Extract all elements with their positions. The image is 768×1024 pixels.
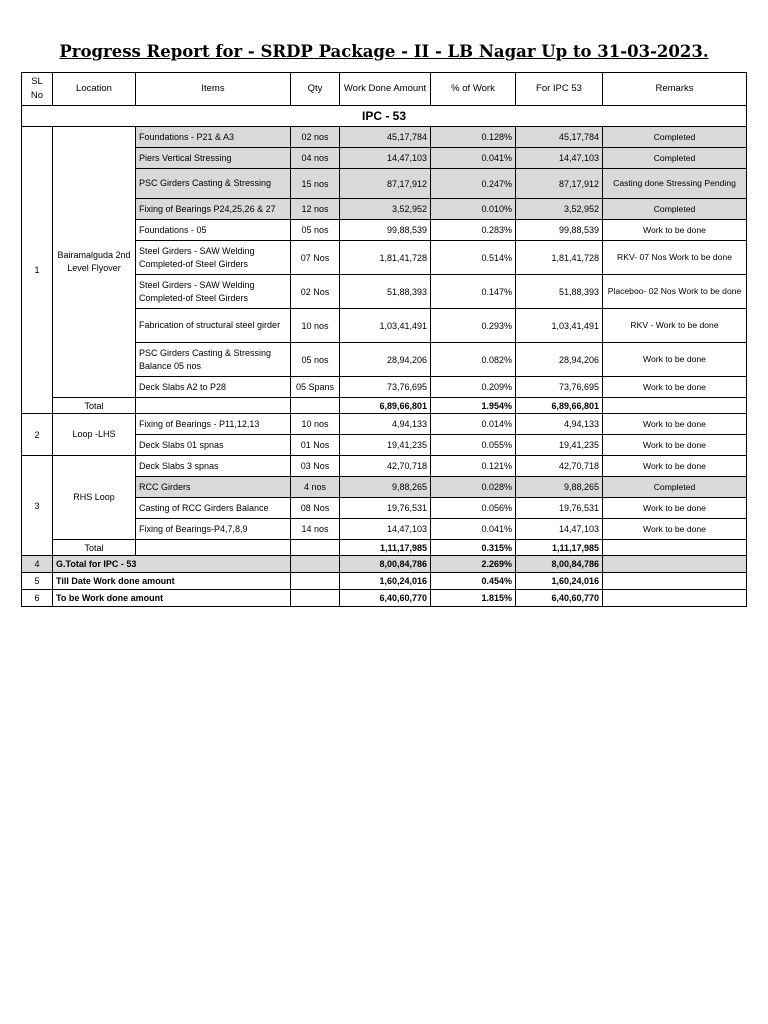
total-amount: 6,89,66,801	[340, 398, 431, 414]
table-row	[22, 456, 747, 477]
summary-sl-no: 5	[22, 573, 53, 590]
item-qty: 15 nos	[291, 169, 340, 199]
item-qty: 12 nos	[291, 199, 340, 220]
progress-table	[21, 72, 747, 607]
total-amount: 1,11,17,985	[340, 540, 431, 556]
total-pct: 0.315%	[431, 540, 516, 556]
total-empty-remarks	[603, 540, 747, 556]
item-ipc: 14,47,103	[516, 519, 603, 540]
item-qty: 4 nos	[291, 477, 340, 498]
summary-ipc: 8,00,84,786	[516, 556, 603, 573]
item-amount: 19,41,235	[340, 435, 431, 456]
item-ipc: 1,03,41,491	[516, 309, 603, 343]
item-name: Steel Girders - SAW Welding Completed-of Steel Girders	[136, 275, 291, 309]
item-remarks: Work to be done	[603, 220, 747, 241]
item-remarks: Work to be done	[603, 414, 747, 435]
ipc-label: IPC - 53	[22, 106, 747, 127]
summary-row	[22, 573, 747, 590]
item-pct: 0.056%	[431, 498, 516, 519]
summary-empty-remarks	[603, 556, 747, 573]
item-name: Foundations - P21 & A3	[136, 127, 291, 148]
total-row	[22, 540, 747, 556]
item-name: RCC Girders	[136, 477, 291, 498]
total-empty-qty	[291, 398, 340, 414]
summary-label: To be Work done amount	[53, 590, 291, 607]
section-sl-no: 2	[22, 414, 53, 456]
total-pct: 1.954%	[431, 398, 516, 414]
item-remarks: Completed	[603, 199, 747, 220]
item-name: Steel Girders - SAW Welding Completed-of Steel Girders	[136, 241, 291, 275]
item-ipc: 28,94,206	[516, 343, 603, 377]
item-pct: 0.147%	[431, 275, 516, 309]
item-qty: 05 nos	[291, 343, 340, 377]
table-body	[22, 127, 747, 607]
item-remarks: Work to be done	[603, 498, 747, 519]
report-title: Progress Report for - SRDP Package - II - LB Nagar Up to 31-03-2023.	[59, 42, 709, 61]
item-name: PSC Girders Casting & Stressing Balance 05 nos	[136, 343, 291, 377]
summary-sl-no: 6	[22, 590, 53, 607]
item-ipc: 3,52,952	[516, 199, 603, 220]
item-qty: 01 Nos	[291, 435, 340, 456]
item-ipc: 42,70,718	[516, 456, 603, 477]
item-qty: 10 nos	[291, 309, 340, 343]
summary-empty-qty	[291, 556, 340, 573]
item-pct: 0.121%	[431, 456, 516, 477]
item-qty: 02 nos	[291, 127, 340, 148]
item-amount: 99,88,539	[340, 220, 431, 241]
item-ipc: 87,17,912	[516, 169, 603, 199]
item-amount: 14,47,103	[340, 148, 431, 169]
item-remarks: Work to be done	[603, 519, 747, 540]
total-empty-item	[136, 540, 291, 556]
summary-pct: 0.454%	[431, 573, 516, 590]
item-name: Fabrication of structural steel girder	[136, 309, 291, 343]
item-qty: 07 Nos	[291, 241, 340, 275]
item-ipc: 73,76,695	[516, 377, 603, 398]
header-remarks: Remarks	[603, 73, 747, 106]
section-sl-no: 3	[22, 456, 53, 556]
item-name: Deck Slabs 3 spnas	[136, 456, 291, 477]
item-remarks: Work to be done	[603, 343, 747, 377]
item-name: Piers Vertical Stressing	[136, 148, 291, 169]
item-ipc: 51,88,393	[516, 275, 603, 309]
summary-ipc: 6,40,60,770	[516, 590, 603, 607]
table-row	[22, 127, 747, 148]
total-empty-qty	[291, 540, 340, 556]
item-pct: 0.283%	[431, 220, 516, 241]
summary-amount: 1,60,24,016	[340, 573, 431, 590]
item-ipc: 19,41,235	[516, 435, 603, 456]
item-pct: 0.010%	[431, 199, 516, 220]
item-amount: 73,76,695	[340, 377, 431, 398]
item-name: Deck Slabs A2 to P28	[136, 377, 291, 398]
item-remarks: Placeboo- 02 Nos Work to be done	[603, 275, 747, 309]
summary-empty-remarks	[603, 573, 747, 590]
item-amount: 51,88,393	[340, 275, 431, 309]
item-remarks: Work to be done	[603, 456, 747, 477]
summary-amount: 6,40,60,770	[340, 590, 431, 607]
summary-label: G.Total for IPC - 53	[53, 556, 291, 573]
item-remarks: Completed	[603, 127, 747, 148]
item-qty: 02 Nos	[291, 275, 340, 309]
total-label: Total	[53, 398, 136, 414]
item-pct: 0.082%	[431, 343, 516, 377]
summary-empty-qty	[291, 590, 340, 607]
summary-pct: 2.269%	[431, 556, 516, 573]
item-remarks: Work to be done	[603, 377, 747, 398]
total-ipc: 6,89,66,801	[516, 398, 603, 414]
item-amount: 3,52,952	[340, 199, 431, 220]
item-qty: 08 Nos	[291, 498, 340, 519]
item-pct: 0.041%	[431, 148, 516, 169]
item-qty: 03 Nos	[291, 456, 340, 477]
ipc-row	[22, 106, 747, 127]
item-pct: 0.028%	[431, 477, 516, 498]
item-remarks: Completed	[603, 477, 747, 498]
total-empty-item	[136, 398, 291, 414]
item-remarks: RKV- 07 Nos Work to be done	[603, 241, 747, 275]
item-ipc: 99,88,539	[516, 220, 603, 241]
item-qty: 05 nos	[291, 220, 340, 241]
item-qty: 10 nos	[291, 414, 340, 435]
item-amount: 1,03,41,491	[340, 309, 431, 343]
item-pct: 0.247%	[431, 169, 516, 199]
summary-row	[22, 590, 747, 607]
item-remarks: RKV - Work to be done	[603, 309, 747, 343]
item-pct: 0.293%	[431, 309, 516, 343]
table-row	[22, 414, 747, 435]
item-amount: 4,94,133	[340, 414, 431, 435]
item-ipc: 14,47,103	[516, 148, 603, 169]
item-name: Deck Slabs 01 spnas	[136, 435, 291, 456]
header-sl-no: SL No	[22, 73, 53, 106]
item-pct: 0.055%	[431, 435, 516, 456]
summary-ipc: 1,60,24,016	[516, 573, 603, 590]
item-amount: 19,76,531	[340, 498, 431, 519]
item-name: Foundations - 05	[136, 220, 291, 241]
item-remarks: Work to be done	[603, 435, 747, 456]
header-for-ipc: For IPC 53	[516, 73, 603, 106]
item-qty: 14 nos	[291, 519, 340, 540]
total-ipc: 1,11,17,985	[516, 540, 603, 556]
item-pct: 0.209%	[431, 377, 516, 398]
item-name: Fixing of Bearings P24,25,26 & 27	[136, 199, 291, 220]
item-pct: 0.041%	[431, 519, 516, 540]
item-amount: 42,70,718	[340, 456, 431, 477]
item-pct: 0.014%	[431, 414, 516, 435]
header-items: Items	[136, 73, 291, 106]
item-amount: 14,47,103	[340, 519, 431, 540]
total-row	[22, 398, 747, 414]
summary-label: Till Date Work done amount	[53, 573, 291, 590]
item-name: PSC Girders Casting & Stressing	[136, 169, 291, 199]
item-name: Fixing of Bearings - P11,12,13	[136, 414, 291, 435]
section-sl-no: 1	[22, 127, 53, 414]
summary-empty-qty	[291, 573, 340, 590]
item-ipc: 4,94,133	[516, 414, 603, 435]
header-row	[22, 73, 747, 106]
item-ipc: 9,88,265	[516, 477, 603, 498]
item-ipc: 19,76,531	[516, 498, 603, 519]
summary-row	[22, 556, 747, 573]
summary-amount: 8,00,84,786	[340, 556, 431, 573]
item-ipc: 1,81,41,728	[516, 241, 603, 275]
item-name: Fixing of Bearings-P4,7,8,9	[136, 519, 291, 540]
header-qty: Qty	[291, 73, 340, 106]
item-amount: 1,81,41,728	[340, 241, 431, 275]
section-location: Bairamalguda 2nd Level Flyover	[53, 127, 136, 398]
header-pct-work: % of Work	[431, 73, 516, 106]
section-location: RHS Loop	[53, 456, 136, 540]
item-qty: 04 nos	[291, 148, 340, 169]
summary-empty-remarks	[603, 590, 747, 607]
item-amount: 28,94,206	[340, 343, 431, 377]
total-empty-remarks	[603, 398, 747, 414]
total-label: Total	[53, 540, 136, 556]
item-pct: 0.514%	[431, 241, 516, 275]
summary-sl-no: 4	[22, 556, 53, 573]
item-ipc: 45,17,784	[516, 127, 603, 148]
item-remarks: Completed	[603, 148, 747, 169]
item-pct: 0.128%	[431, 127, 516, 148]
section-location: Loop -LHS	[53, 414, 136, 456]
summary-pct: 1.815%	[431, 590, 516, 607]
item-amount: 45,17,784	[340, 127, 431, 148]
item-amount: 9,88,265	[340, 477, 431, 498]
item-name: Casting of RCC Girders Balance	[136, 498, 291, 519]
item-remarks: Casting done Stressing Pending	[603, 169, 747, 199]
item-amount: 87,17,912	[340, 169, 431, 199]
header-work-done-amount: Work Done Amount	[340, 73, 431, 106]
header-location: Location	[53, 73, 136, 106]
item-qty: 05 Spans	[291, 377, 340, 398]
